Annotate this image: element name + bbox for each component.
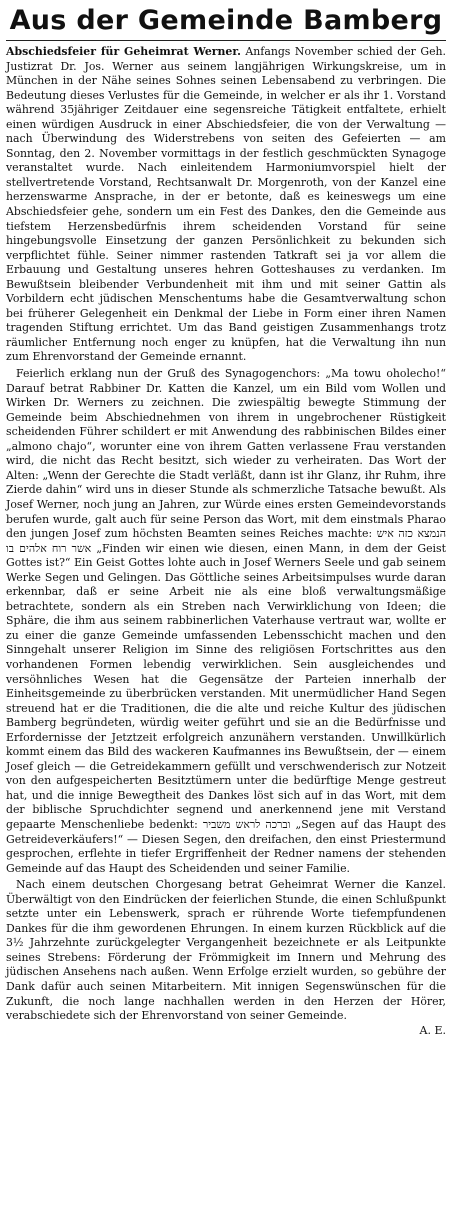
article-paragraph-1	[6, 45, 446, 365]
title-rule	[6, 40, 446, 41]
article-title: Aus der Gemeinde Bamberg	[9, 5, 443, 36]
article-lead: Abschiedsfeier für Geheimrat Werner.	[6, 45, 241, 58]
article-signature: A. E.	[419, 1023, 446, 1037]
article-paragraph-2: Feierlich erklang nun der Gruß des Synagogenchors: „Ma towu oholecho!“ Darauf betrat Rabbiner Dr. Katten die Kanzel, um ein Bild vom Wollen und Wirken Dr. Werners zu zeichnen. Die zwiespältig bewegte Stimmung der Gemeinde beim Abschiednehmen von ihrem in ungebrochener Rüstigkeit scheidenden Führer schildert er mit Anwendung des rabbinischen Bildes einer „almono chajo“, worunter eine von ihrem Gatten verlassene Frau verstanden wird, die nicht das Recht besitzt, sich wieder zu verheiraten. Das Wort der Alten: „Wenn der Gerechte die Stadt verläßt, dann ist ihr Glanz, ihr Ruhm, ihre Zierde dahin“ wird uns in dieser Stunde als schmerzliche Tatsache bewußt. Als Josef Werner, noch jung an Jahren, zur Würde eines ersten Gemeindevorstands berufen wurde, galt auch für seine Person das Wort, mit dem einstmals Pharao den jungen Josef zum höchsten Beamten seines Reiches machte: הנמצא כזה איש אשר רוח אלהים בו „Finden wir einen wie diesen, einen Mann, in dem der Geist Gottes ist?“ Ein Geist Gottes lohte auch in Josef Werners Seele und gab seinem Werke Segen und Gelingen. Das Göttliche seines Arbeitsimpulses wurde daran erkennbar, daß er seine Arbeit nie als eine bloß verwaltungsmäßige betrachtete, sondern als ein Streben nach Verwirklichung von Ideen; die Sphäre, die ihm aus seinem rabbinerlichen Vaterhause vertraut war, wollte er zu einer die ganze Gemeinde umfassenden Lebensschicht machen und den Sinngehalt unserer Religion im Sinne des religiösen Fortschrittes aus den vorhandenen Formen lebendig verwirklichen. Sein ausgleichendes und versöhnliches Wesen hat die Gegensätze der Parteien innerhalb der Einheitsgemeinde zu überbrücken verstanden. Mit unermüdlicher Hand Segen streuend hat er die Traditionen, die die alte und reiche Kultur des jüdischen Bamberg begründeten, würdig weiter geführt und sie an die Bedürfnisse und Erfordernisse der Jetztzeit erfolgreich anzunähern verstanden. Unwillkürlich kommt einem das Bild des wackeren Kaufmannes ins Bewußtsein, der — einem Josef gleich — die Getreidekammern gefüllt und verschwenderisch zur Notzeit von den aufgespeicherten Besitztümern unter die bedürftige Menge gestreut hat, und die innige Bewegtheit des Dankes löst sich auf in das Wort, mit dem der biblische Spruchdichter segnend und anerkennend jene mit Verstand gepaarte Menschenliebe bedenkt: וברכה לראש משביר „Segen auf das Haupt des Getreideverkäufers!“ — Diesen Segen, den dreifachen, den einst Priestermund gesprochen, erflehte in tiefer Ergriffenheit der Redner namens der stehenden Gemeinde auf das Haupt des Scheidenden und seiner Familie.	[6, 367, 446, 875]
article-paragraph-3: Nach einem deutschen Chorgesang betrat Geheimrat Werner die Kanzel. Überwältigt von den Eindrücken der feierlichen Stunde, die einen Schlußpunkt setzte unter ein Lebenswerk, sprach er rührende Worte tiefempfundenen Dankes für die ihm gewordenen Ehrungen. In einem kurzen Rückblick auf die 3½ Jahrzehnte zurückgelegter Vergangenheit bezeichnete er als Leitpunkte seines Strebens: Förderung der Frömmigkeit im Innern und Mehrung des jüdischen Ansehens nach außen. Wenn Erfolge erzielt wurden, so gebühre der Dank dafür auch seinen Mitarbeitern. Mit innigen Segenswünschen für die Zukunft, die noch lange nachhallen werden in den Herzen der Hörer, verabschiedete sich der Ehrenvorstand von seiner Gemeinde.	[6, 878, 446, 1023]
article-paragraph-1-text: Anfangs November schied der Geh. Justizrat Dr. Jos. Werner aus seinem langjährigen Wirkungskreise, um in München in der Nähe seines Sohnes seinen Lebensabend zu verbringen. Die Bedeutung dieses Verlustes für die Gemeinde, in welcher er als ihr 1. Vorstand während 35jähriger Zeitdauer eine segensreiche Tätigkeit entfaltete, erhielt einen würdigen Ausdruck in einer Abschiedsfeier, die von der Verwaltung — nach Überwindung des Widerstrebens von seiten des Gefeierten — am Sonntag, den 2. November vormittags in der festlich geschmückten Synagoge veranstaltet wurde. Nach einleitendem Harmoniumvorspiel hielt der stellvertretende Vorstand, Rechtsanwalt Dr. Morgenroth, von der Kanzel eine herzenswarme Ansprache, in der er betonte, daß es keineswegs um eine Abschiedsfeier gehe, sondern um ein Fest des Dankes, den die Gemeinde aus tiefstem Herzensbedürfnis ihrem scheidenden Vorstand für seine hingebungsvolle Einsetzung der ganzen Persönlichkeit zu bekunden sich verpflichtet fühle. Seiner nimmer rastenden Tatkraft sei ja vor allem die Erbauung und Gestaltung unseres hehren Gotteshauses zu verdanken. Im Bewußtsein bleibender Verbundenheit mit ihm und mit seiner Gattin als Vorbildern echt jüdischen Menschentums habe die Gesamtverwaltung schon bei früherer Gelegenheit ein Denkmal der Liebe in Form einer ihren Namen tragenden Stiftung errichtet. Um das Band geistigen Zusammenhangs trotz räumlicher Entfernung noch enger zu knüpfen, hat die Verwaltung ihn nun zum Ehrenvorstand der Gemeinde ernannt.	[6, 45, 447, 364]
